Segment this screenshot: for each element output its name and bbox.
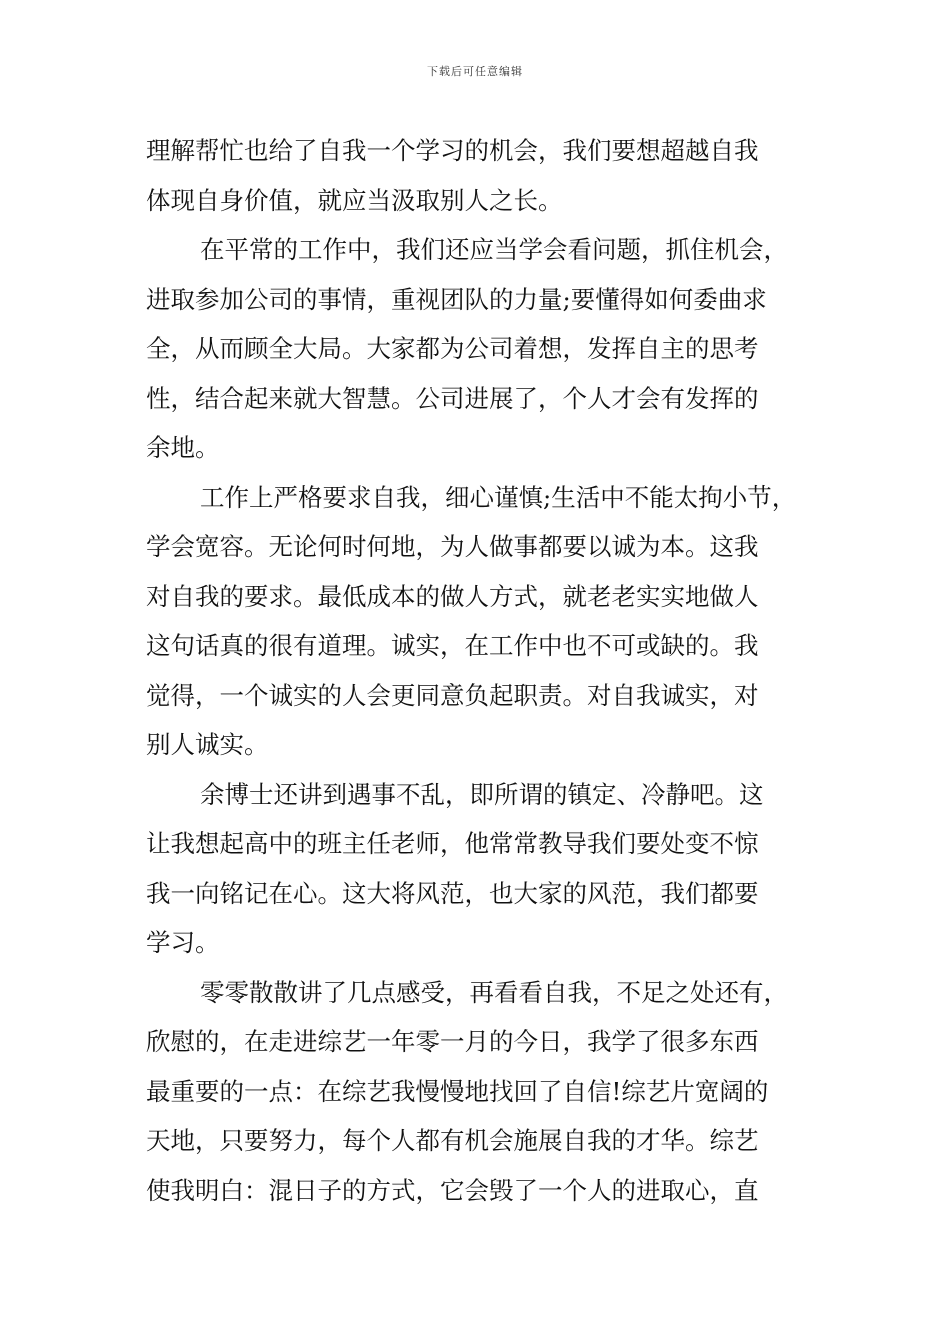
- text-line: 使我明白：混日子的方式，它会毁了一个人的进取心，直: [146, 1175, 759, 1205]
- text-line: 零零散散讲了几点感受，再看看自我，不足之处还有，: [200, 977, 788, 1007]
- text-line: 这句话真的很有道理。诚实，在工作中也不可或缺的。我: [146, 631, 759, 660]
- text-line: 让我想起高中的班主任老师，他常常教导我们要处变不惊: [146, 829, 759, 858]
- text-line: 天地，只要努力，每个人都有机会施展自我的才华。综艺: [146, 1126, 759, 1155]
- text-line: 欣慰的，在走进综艺一年零一月的今日，我学了很多东西: [146, 1027, 759, 1056]
- text-line: 最重要的一点：在综艺我慢慢地找回了自信!综艺片宽阔的: [146, 1076, 769, 1106]
- body-text: [146, 126, 810, 1215]
- text-line: 学习。: [146, 928, 220, 957]
- text-line: 全，从而顾全大局。大家都为公司着想，发挥自主的思考: [146, 334, 759, 363]
- text-line: 进取参加公司的事情，重视团队的力量;要懂得如何委曲求: [146, 284, 767, 314]
- text-line: 理解帮忙也给了自我一个学习的机会，我们要想超越自我: [146, 136, 759, 165]
- text-line: 体现自身价值，就应当汲取别人之长。: [146, 185, 563, 215]
- text-line: 对自我的要求。最低成本的做人方式，就老老实实地做人: [146, 581, 759, 611]
- text-line: 我一向铭记在心。这大将风范，也大家的风范，我们都要: [146, 878, 759, 908]
- page-header: 下载后可任意编辑: [427, 65, 523, 78]
- text-line: 性，结合起来就大智慧。公司进展了，个人才会有发挥的: [146, 383, 759, 413]
- text-line: 工作上严格要求自我，细心谨慎;生活中不能太拘小节，: [200, 482, 797, 512]
- text-line: 觉得，一个诚实的人会更同意负起职责。对自我诚实，对: [146, 680, 759, 710]
- text-line: 学会宽容。无论何时何地，为人做事都要以诚为本。这我: [146, 532, 759, 561]
- text-line: 余博士还讲到遇事不乱，即所谓的镇定、冷静吧。这: [200, 779, 764, 809]
- text-line: 在平常的工作中，我们还应当学会看问题，抓住机会，: [200, 235, 788, 264]
- text-line: 别人诚实。: [146, 730, 269, 759]
- text-line: 余地。: [146, 433, 220, 462]
